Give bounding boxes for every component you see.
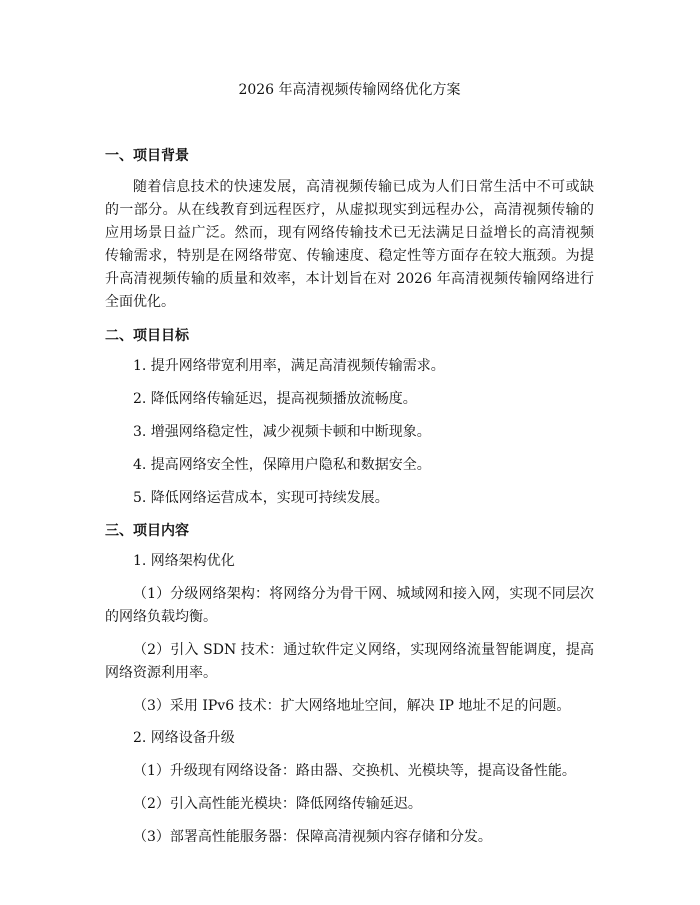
subsection-item: （1）升级现有网络设备：路由器、交换机、光模块等，提高设备性能。 [133,763,576,779]
section-heading-goals: 二、项目目标 [105,328,189,344]
section-content [105,521,594,849]
subsection-item: （3）采用 IPv6 技术：扩大网络地址空间，解决 IP 地址不足的问题。 [133,698,571,714]
subsection-network-architecture [105,551,594,718]
section-goals [105,326,594,508]
subsection-title: 1. 网络架构优化 [133,553,235,569]
background-paragraph: 随着信息技术的快速发展，高清视频传输已成为人们日常生活中不可或缺的一部分。从在线教育到远程医疗，从虚拟现实到远程办公，高清视频传输的应用场景日益广泛。然而，现有网络传输技术已无法满足日益增长的高清视频传输需求，特别是在网络带宽、传输速度、稳定性等方面存在较大瓶颈。为提升高清视频传输的质量和效率，本计划旨在对 2026 年高清视频传输网络进行全面优化。 [105,179,594,310]
section-background [105,146,594,314]
goal-item: 2. 降低网络传输延迟，提高视频播放流畅度。 [133,391,417,407]
document-title: 2026 年高清视频传输网络优化方案 [238,82,461,98]
goal-item: 3. 增强网络稳定性，减少视频卡顿和中断现象。 [133,424,431,440]
section-heading-background: 一、项目背景 [105,148,189,164]
subsection-device-upgrade [105,728,594,849]
goal-item: 1. 提升网络带宽利用率，满足高清视频传输需求。 [133,358,445,374]
subsection-item: （1）分级网络架构：将网络分为骨干网、城域网和接入网，实现不同层次的网络负载均衡。 [105,586,594,625]
goal-item: 5. 降低网络运营成本，实现可持续发展。 [133,490,389,506]
subsection-item: （3）部署高性能服务器：保障高清视频内容存储和分发。 [133,829,492,845]
subsection-title: 2. 网络设备升级 [133,730,235,746]
goal-item: 4. 提高网络安全性，保障用户隐私和数据安全。 [133,457,431,473]
goals-list [105,356,594,508]
section-heading-content: 三、项目内容 [105,523,189,539]
subsection-item: （2）引入高性能光模块：降低网络传输延迟。 [133,796,422,812]
subsection-item: （2）引入 SDN 技术：通过软件定义网络，实现网络流量智能调度，提高网络资源利用率。 [105,642,594,681]
